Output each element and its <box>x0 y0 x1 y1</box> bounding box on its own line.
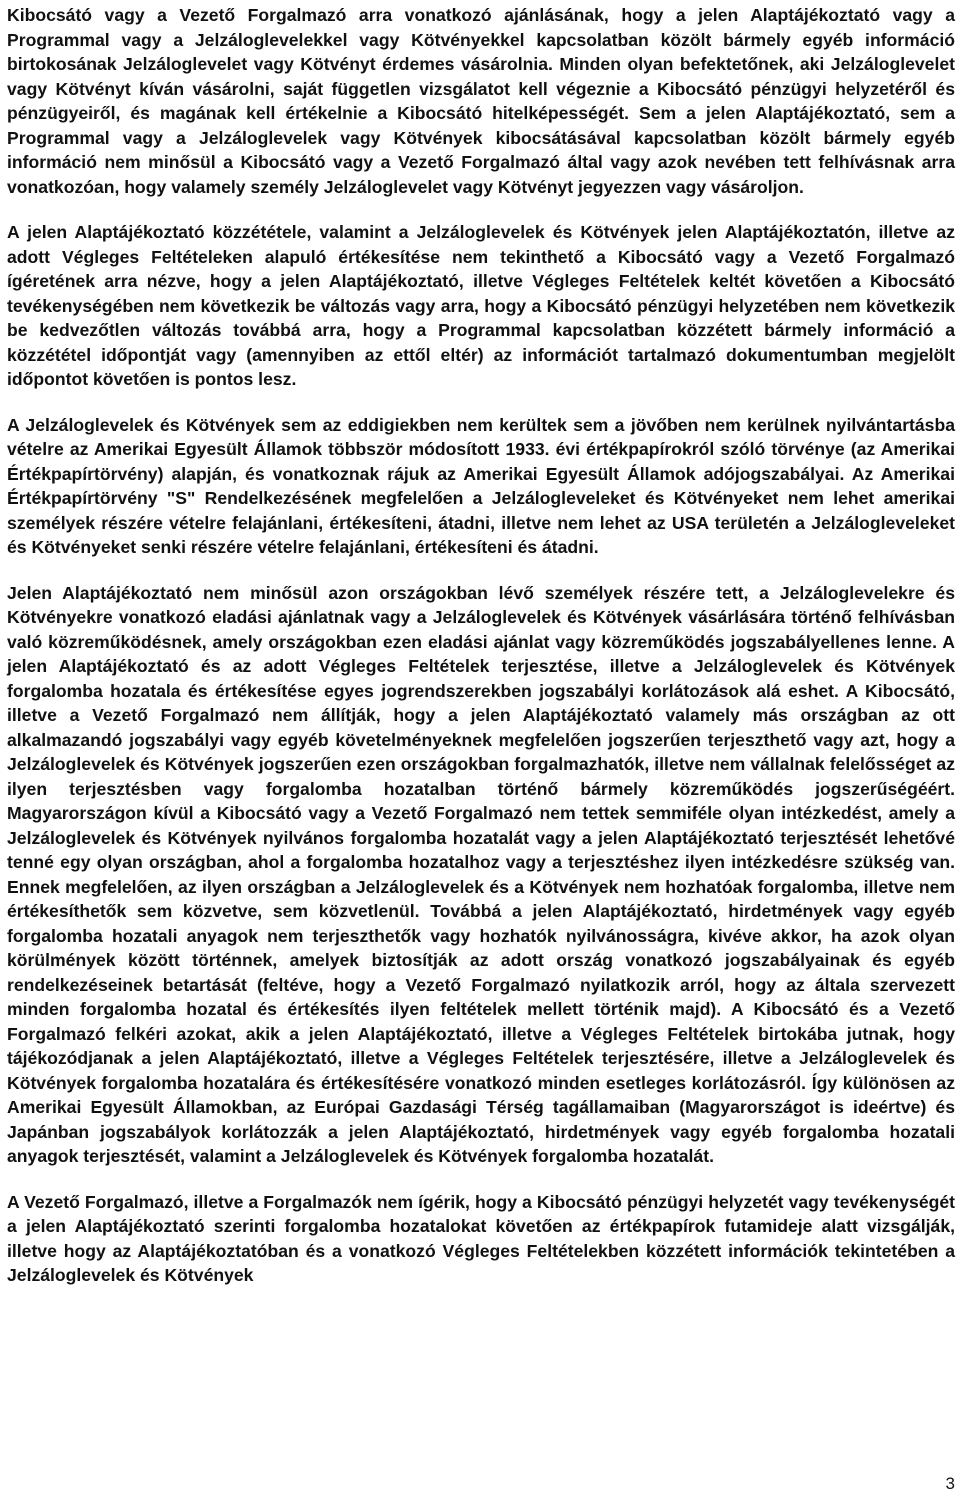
paragraph-5: A Vezető Forgalmazó, illetve a Forgalmazók nem ígérik, hogy a Kibocsátó pénzügyi helyzetét vagy tevékenységét a jelen Alaptájékoztató szerinti forgalomba hozatalokat követően az értékpapírok futamideje alatt vizsgálják, illetve hogy az Alaptájékoztatóban és a vonatkozó Végleges Feltételekben közzétett információk tekintetében a Jelzáloglevelek és Kötvények <box>7 1191 955 1285</box>
paragraph-2: A jelen Alaptájékoztató közzététele, valamint a Jelzáloglevelek és Kötvények jelen Alaptájékoztatón, illetve az adott Végleges Feltételeken alapuló értékesítése nem tekinthető a Kibocsátó vagy a Vezető Forgalmazó ígéretének arra nézve, hogy a jelen Alaptájékoztató, illetve Végleges Feltételek keltét követően a Kibocsátó tevékenységében nem következik be változás vagy arra, hogy a Kibocsátó pénzügyi helyzetében nem következik be kedvezőtlen változás továbbá arra, hogy a Programmal kapcsolatban közzétett bármely információ a közzététel időpontját vagy (amennyiben az ettől eltér) az információt tartalmazó dokumentumban megjelölt időpontot követően is pontos lesz. <box>7 222 955 389</box>
document-body <box>7 3 955 1309</box>
paragraph-4: Jelen Alaptájékoztató nem minősül azon országokban lévő személyek részére tett, a Jelzáloglevelekre és Kötvényekre vonatkozó eladási ajánlatnak vagy a Jelzáloglevelek és Kötvények vásárlására történő felhívásban való közreműködésnek, amely országokban ezen eladási ajánlat vagy közreműködés jogszabályellenes lenne. A jelen Alaptájékoztató és az adott Végleges Feltételek terjesztése, illetve a Jelzáloglevelek és Kötvények forgalomba hozatala és értékesítése egyes jogrendszerekben jogszabályi korlátozások alá eshet. A Kibocsátó, illetve a Vezető Forgalmazó nem állítják, hogy a jelen Alaptájékoztató valamely más országban az ott alkalmazandó jogszabályi vagy egyéb követelményeknek megfelelően jogszerűen terjeszthető vagy azt, hogy a Jelzáloglevelek és Kötvények jogszerűen ezen országokban forgalmazhatók, illetve nem vállalnak felelősséget az ilyen terjesztésben vagy forgalomba hozatalban történő bármely közreműködés jogszerűségéért. Magyarországon kívül a Kibocsátó vagy a Vezető Forgalmazó nem tettek semmiféle olyan intézkedést, amely a Jelzáloglevelek és Kötvények nyilvános forgalomba hozatalát vagy a jelen Alaptájékoztató terjesztését lehetővé tenné egy olyan országban, ahol a forgalomba hozatalhoz vagy a terjesztéshez ilyen intézkedésre szükség van. Ennek megfelelően, az ilyen országban a Jelzáloglevelek és a Kötvények nem hozhatóak forgalomba, illetve nem értékesíthetők sem közvetve, sem közvetlenül. Továbbá a jelen Alaptájékoztató, hirdetmények vagy egyéb forgalomba hozatali anyagok nem terjeszthetők vagy hozhatók nyilvánosságra, kivéve akkor, ha azok olyan körülmények között történnek, amelyek biztosítják az adott ország vonatkozó jogszabályainak és egyéb rendelkezéseinek betartását (feltéve, hogy a Vezető Forgalmazó nyilatkozik arról, hogy az általa szervezett minden forgalomba hozatal és értékesítés ilyen feltételek mellett történik majd). A Kibocsátó és a Vezető Forgalmazó felkéri azokat, akik a jelen Alaptájékoztató, illetve a Végleges Feltételek birtokába jutnak, hogy tájékozódjanak a jelen Alaptájékoztató, illetve a Végleges Feltételek terjesztésére, illetve a Jelzáloglevelek és Kötvények forgalomba hozatalára és értékesítésére vonatkozó minden esetleges korlátozásról. Így különösen az Amerikai Egyesült Államokban, az Európai Gazdasági Térség tagállamaiban (Magyarországot is ideértve) és Japánban jogszabályok korlátozzák a jelen Alaptájékoztató, hirdetmények vagy egyéb forgalomba hozatali anyagok terjesztését, valamint a Jelzáloglevelek és Kötvények forgalomba hozatalát. <box>7 582 955 1166</box>
page-number: 3 <box>945 1474 955 1493</box>
paragraph-1: Kibocsátó vagy a Vezető Forgalmazó arra vonatkozó ajánlásának, hogy a jelen Alaptájékoztató vagy a Programmal vagy a Jelzáloglevelekkel vagy Kötvényekkel kapcsolatban közölt bármely egyéb információ birtokosának Jelzáloglevelet vagy Kötvényt érdemes vásárolnia. Minden olyan befektetőnek, aki Jelzáloglevelet vagy Kötvényt kíván vásárolni, saját független vizsgálatot kell végeznie a Kibocsátó pénzügyi helyzetéről és pénzügyeiről, és magának kell értékelnie a Kibocsátó hitelképességét. Sem a jelen Alaptájékoztató, sem a Programmal vagy a Jelzáloglevelek vagy Kötvények kibocsátásával kapcsolatban közölt bármely egyéb információ nem minősül a Kibocsátó vagy a Vezető Forgalmazó által vagy azok nevében tett felhívásnak arra vonatkozóan, hogy valamely személy Jelzáloglevelet vagy Kötvényt jegyezzen vagy vásároljon. <box>7 5 955 197</box>
paragraph-3: A Jelzáloglevelek és Kötvények sem az eddigiekben nem kerültek sem a jövőben nem kerülnek nyilvántartásba vételre az Amerikai Egyesült Államok többször módosított 1933. évi értékpapírokról szóló törvénye (az Amerikai Értékpapírtörvény) alapján, és vonatkoznak rájuk az Amerikai Egyesült Államok adójogszabályai. Az Amerikai Értékpapírtörvény "S" Rendelkezésének megfelelően a Jelzálogleveleket és Kötvényeket nem lehet amerikai személyek részére vételre felajánlani, értékesíteni, átadni, illetve nem lehet az USA területén a Jelzálogleveleket és Kötvényeket senki részére vételre felajánlani, értékesíteni és átadni. <box>7 414 955 557</box>
